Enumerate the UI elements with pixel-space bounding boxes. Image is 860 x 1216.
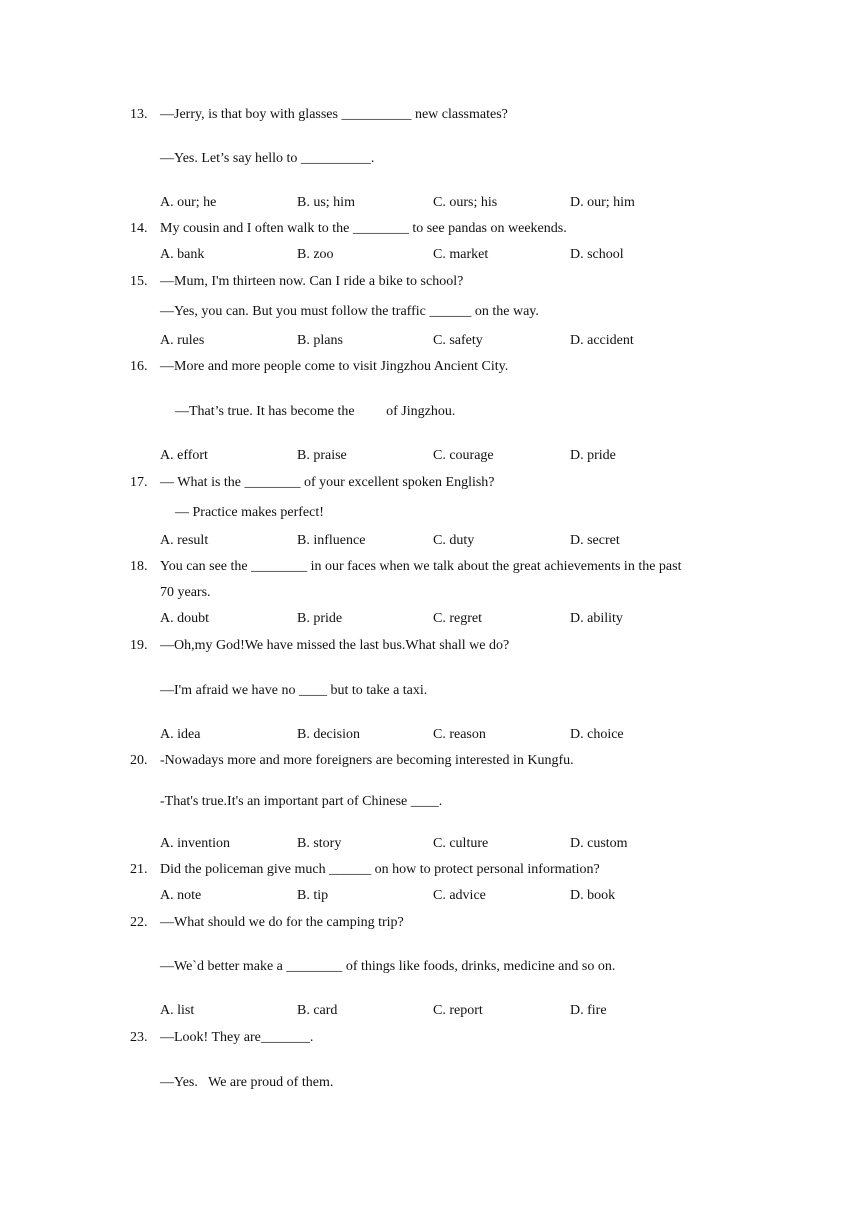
option-b[interactable]: B. pride (297, 611, 343, 626)
option-b[interactable]: B. us; him (297, 195, 355, 210)
question-line: — Practice makes perfect! (175, 505, 324, 520)
option-b[interactable]: B. story (297, 836, 342, 851)
option-b[interactable]: B. decision (297, 727, 360, 742)
question-line: —I'm afraid we have no ____ but to take a taxi. (160, 683, 428, 698)
question-line: 70 years. (160, 585, 211, 600)
option-a[interactable]: A. our; he (160, 195, 217, 210)
option-d[interactable]: D. book (570, 888, 616, 903)
option-a[interactable]: A. idea (160, 727, 201, 742)
option-b[interactable]: B. tip (297, 888, 329, 903)
option-c[interactable]: C. courage (433, 448, 494, 463)
option-b[interactable]: B. plans (297, 333, 343, 348)
option-c[interactable]: C. regret (433, 611, 482, 626)
question-line: —We`d better make a ________ of things like foods, drinks, medicine and so on. (160, 959, 616, 974)
option-d[interactable]: D. pride (570, 448, 616, 463)
question-line: You can see the ________ in our faces when we talk about the great achievements in the past (160, 559, 682, 574)
option-a[interactable]: A. effort (160, 448, 208, 463)
option-b[interactable]: B. influence (297, 533, 366, 548)
question-number: 16. (130, 359, 148, 374)
option-c[interactable]: C. reason (433, 727, 486, 742)
question-line: —Yes. We are proud of them. (160, 1075, 334, 1090)
option-a[interactable]: A. result (160, 533, 209, 548)
option-b[interactable]: B. card (297, 1003, 338, 1018)
question-line: -Nowadays more and more foreigners are becoming interested in Kungfu. (160, 753, 574, 768)
option-c[interactable]: C. safety (433, 333, 483, 348)
option-c[interactable]: C. advice (433, 888, 486, 903)
option-d[interactable]: D. fire (570, 1003, 607, 1018)
option-d[interactable]: D. secret (570, 533, 620, 548)
option-a[interactable]: A. invention (160, 836, 230, 851)
question-number: 21. (130, 862, 148, 877)
option-d[interactable]: D. accident (570, 333, 634, 348)
option-a[interactable]: A. list (160, 1003, 195, 1018)
question-line: —Look! They are_______. (160, 1030, 314, 1045)
option-c[interactable]: C. culture (433, 836, 489, 851)
question-line: —Yes, you can. But you must follow the traffic ______ on the way. (160, 304, 539, 319)
option-d[interactable]: D. custom (570, 836, 628, 851)
option-c[interactable]: C. ours; his (433, 195, 498, 210)
option-a[interactable]: A. bank (160, 247, 205, 262)
option-a[interactable]: A. note (160, 888, 202, 903)
question-line: —Yes. Let’s say hello to __________. (160, 151, 375, 166)
option-d[interactable]: D. school (570, 247, 624, 262)
option-d[interactable]: D. our; him (570, 195, 635, 210)
question-line: —More and more people come to visit Jingzhou Ancient City. (160, 359, 509, 374)
option-c[interactable]: C. duty (433, 533, 475, 548)
question-line: —Jerry, is that boy with glasses __________ new classmates? (160, 107, 508, 122)
question-number: 19. (130, 638, 148, 653)
question-line: My cousin and I often walk to the ________ to see pandas on weekends. (160, 221, 567, 236)
question-line: —That’s true. It has become the of Jingzhou. (175, 404, 456, 419)
option-a[interactable]: A. doubt (160, 611, 209, 626)
option-b[interactable]: B. zoo (297, 247, 334, 262)
question-number: 13. (130, 107, 148, 122)
question-number: 14. (130, 221, 148, 236)
question-number: 22. (130, 915, 148, 930)
option-b[interactable]: B. praise (297, 448, 347, 463)
question-line: Did the policeman give much ______ on how to protect personal information? (160, 862, 600, 877)
option-d[interactable]: D. choice (570, 727, 624, 742)
option-c[interactable]: C. market (433, 247, 489, 262)
question-number: 15. (130, 274, 148, 289)
question-line: —Mum, I'm thirteen now. Can I ride a bike to school? (160, 274, 464, 289)
option-d[interactable]: D. ability (570, 611, 623, 626)
question-line: —What should we do for the camping trip? (160, 915, 404, 930)
question-line: — What is the ________ of your excellent spoken English? (160, 475, 495, 490)
question-number: 23. (130, 1030, 148, 1045)
question-line: -That's true.It's an important part of Chinese ____. (160, 794, 443, 809)
option-a[interactable]: A. rules (160, 333, 205, 348)
question-number: 17. (130, 475, 148, 490)
question-line: —Oh,my God!We have missed the last bus.What shall we do? (160, 638, 510, 653)
question-number: 18. (130, 559, 148, 574)
option-c[interactable]: C. report (433, 1003, 483, 1018)
question-number: 20. (130, 753, 148, 768)
